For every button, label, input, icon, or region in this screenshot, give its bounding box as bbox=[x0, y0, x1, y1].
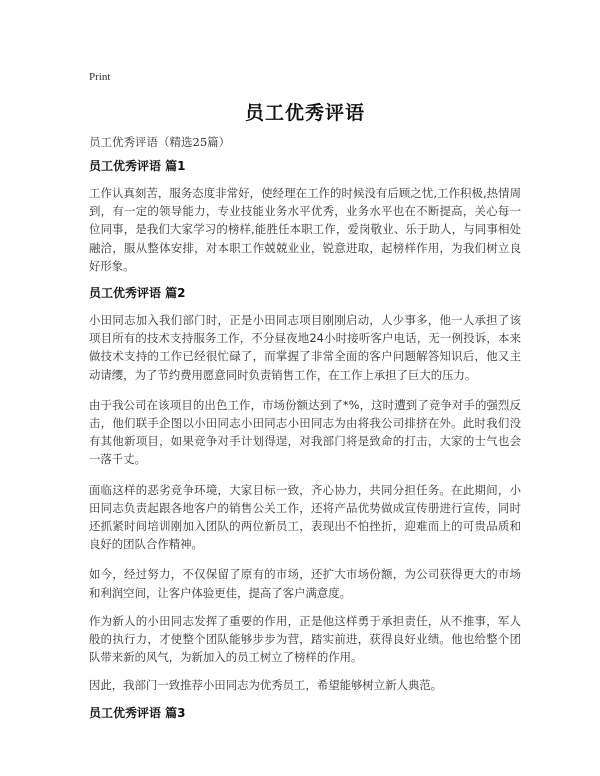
section-1-paragraph-1: 工作认真刻苦，服务态度非常好，使经理在工作的时候没有后顾之忧,工作积极,热情周到，有一定的领导能力，专业技能业务水平优秀，业务水平也在不断提高，关心每一位同事，是我们大家学习的榜样,能胜任本职工作，爱岗敬业、乐于助人，与同事相处融洽，服从整体安排，对本职工作兢兢业业，锐意进取，起榜样作用，为我们树立良好形象。 bbox=[89, 186, 521, 273]
section-2-paragraph-5: 作为新人的小田同志发挥了重要的作用，正是他这样勇于承担责任，从不推事，军人般的执行力，才使整个团队能够步步为营，踏实前进，获得良好业绩。他也给整个团队带来新的风气，为新加入的员工树立了榜样的作用。 bbox=[89, 613, 521, 665]
section-heading-3: 员工优秀评语 篇3 bbox=[89, 705, 186, 720]
section-2-paragraph-2: 由于我公司在该项目的出色工作，市场份额达到了*%，这时遭到了竞争对手的强烈反击，他们联手企图以小田同志小田同志小田同志为由将我公司排挤在外。此时我们没有其他新项目，如果竞争对手计划得逞，对我部门将是致命的打击，大家的士气也会一落千丈。 bbox=[89, 397, 521, 467]
document-body bbox=[89, 158, 521, 731]
section-2-paragraph-4: 如今，经过努力，不仅保留了原有的市场，还扩大市场份额，为公司获得更大的市场和利润空间，让客户体验更佳，提高了客户满意度。 bbox=[89, 567, 521, 600]
section-heading-2: 员工优秀评语 篇2 bbox=[89, 286, 186, 301]
section-2-paragraph-6: 因此，我部门一致推荐小田同志为优秀员工，希望能够树立新人典范。 bbox=[89, 678, 443, 693]
page-title: 员工优秀评语 bbox=[244, 102, 365, 124]
section-heading-1: 员工优秀评语 篇1 bbox=[89, 159, 186, 173]
section-2-paragraph-1: 小田同志加入我们部门时，正是小田同志项目刚刚启动，人少事多，他一人承担了该项目所有的技术支持服务工作，不分昼夜地24小时接听客户电话，无一例投诉，本来做技术支持的工作已经很忙碌了，而掌握了非常全面的客户问题解答知识后，他又主动请缨，为了节约费用愿意同时负责销售工作，在工作上承担了巨大的压力。 bbox=[89, 313, 521, 382]
print-label[interactable]: Print bbox=[89, 71, 111, 83]
document-subtitle: 员工优秀评语（精选25篇） bbox=[89, 135, 231, 149]
section-2-paragraph-3: 面临这样的恶劣竞争环境，大家目标一致，齐心协力，共同分担任务。在此期间，小田同志负责起跟各地客户的销售公关工作，还将产品优势做成宣传册进行宣传，同时还抓紧时间培训刚加入团队的两位新员工，表现出不怕挫折，迎难而上的可贵品质和良好的团队合作精神。 bbox=[89, 482, 521, 552]
